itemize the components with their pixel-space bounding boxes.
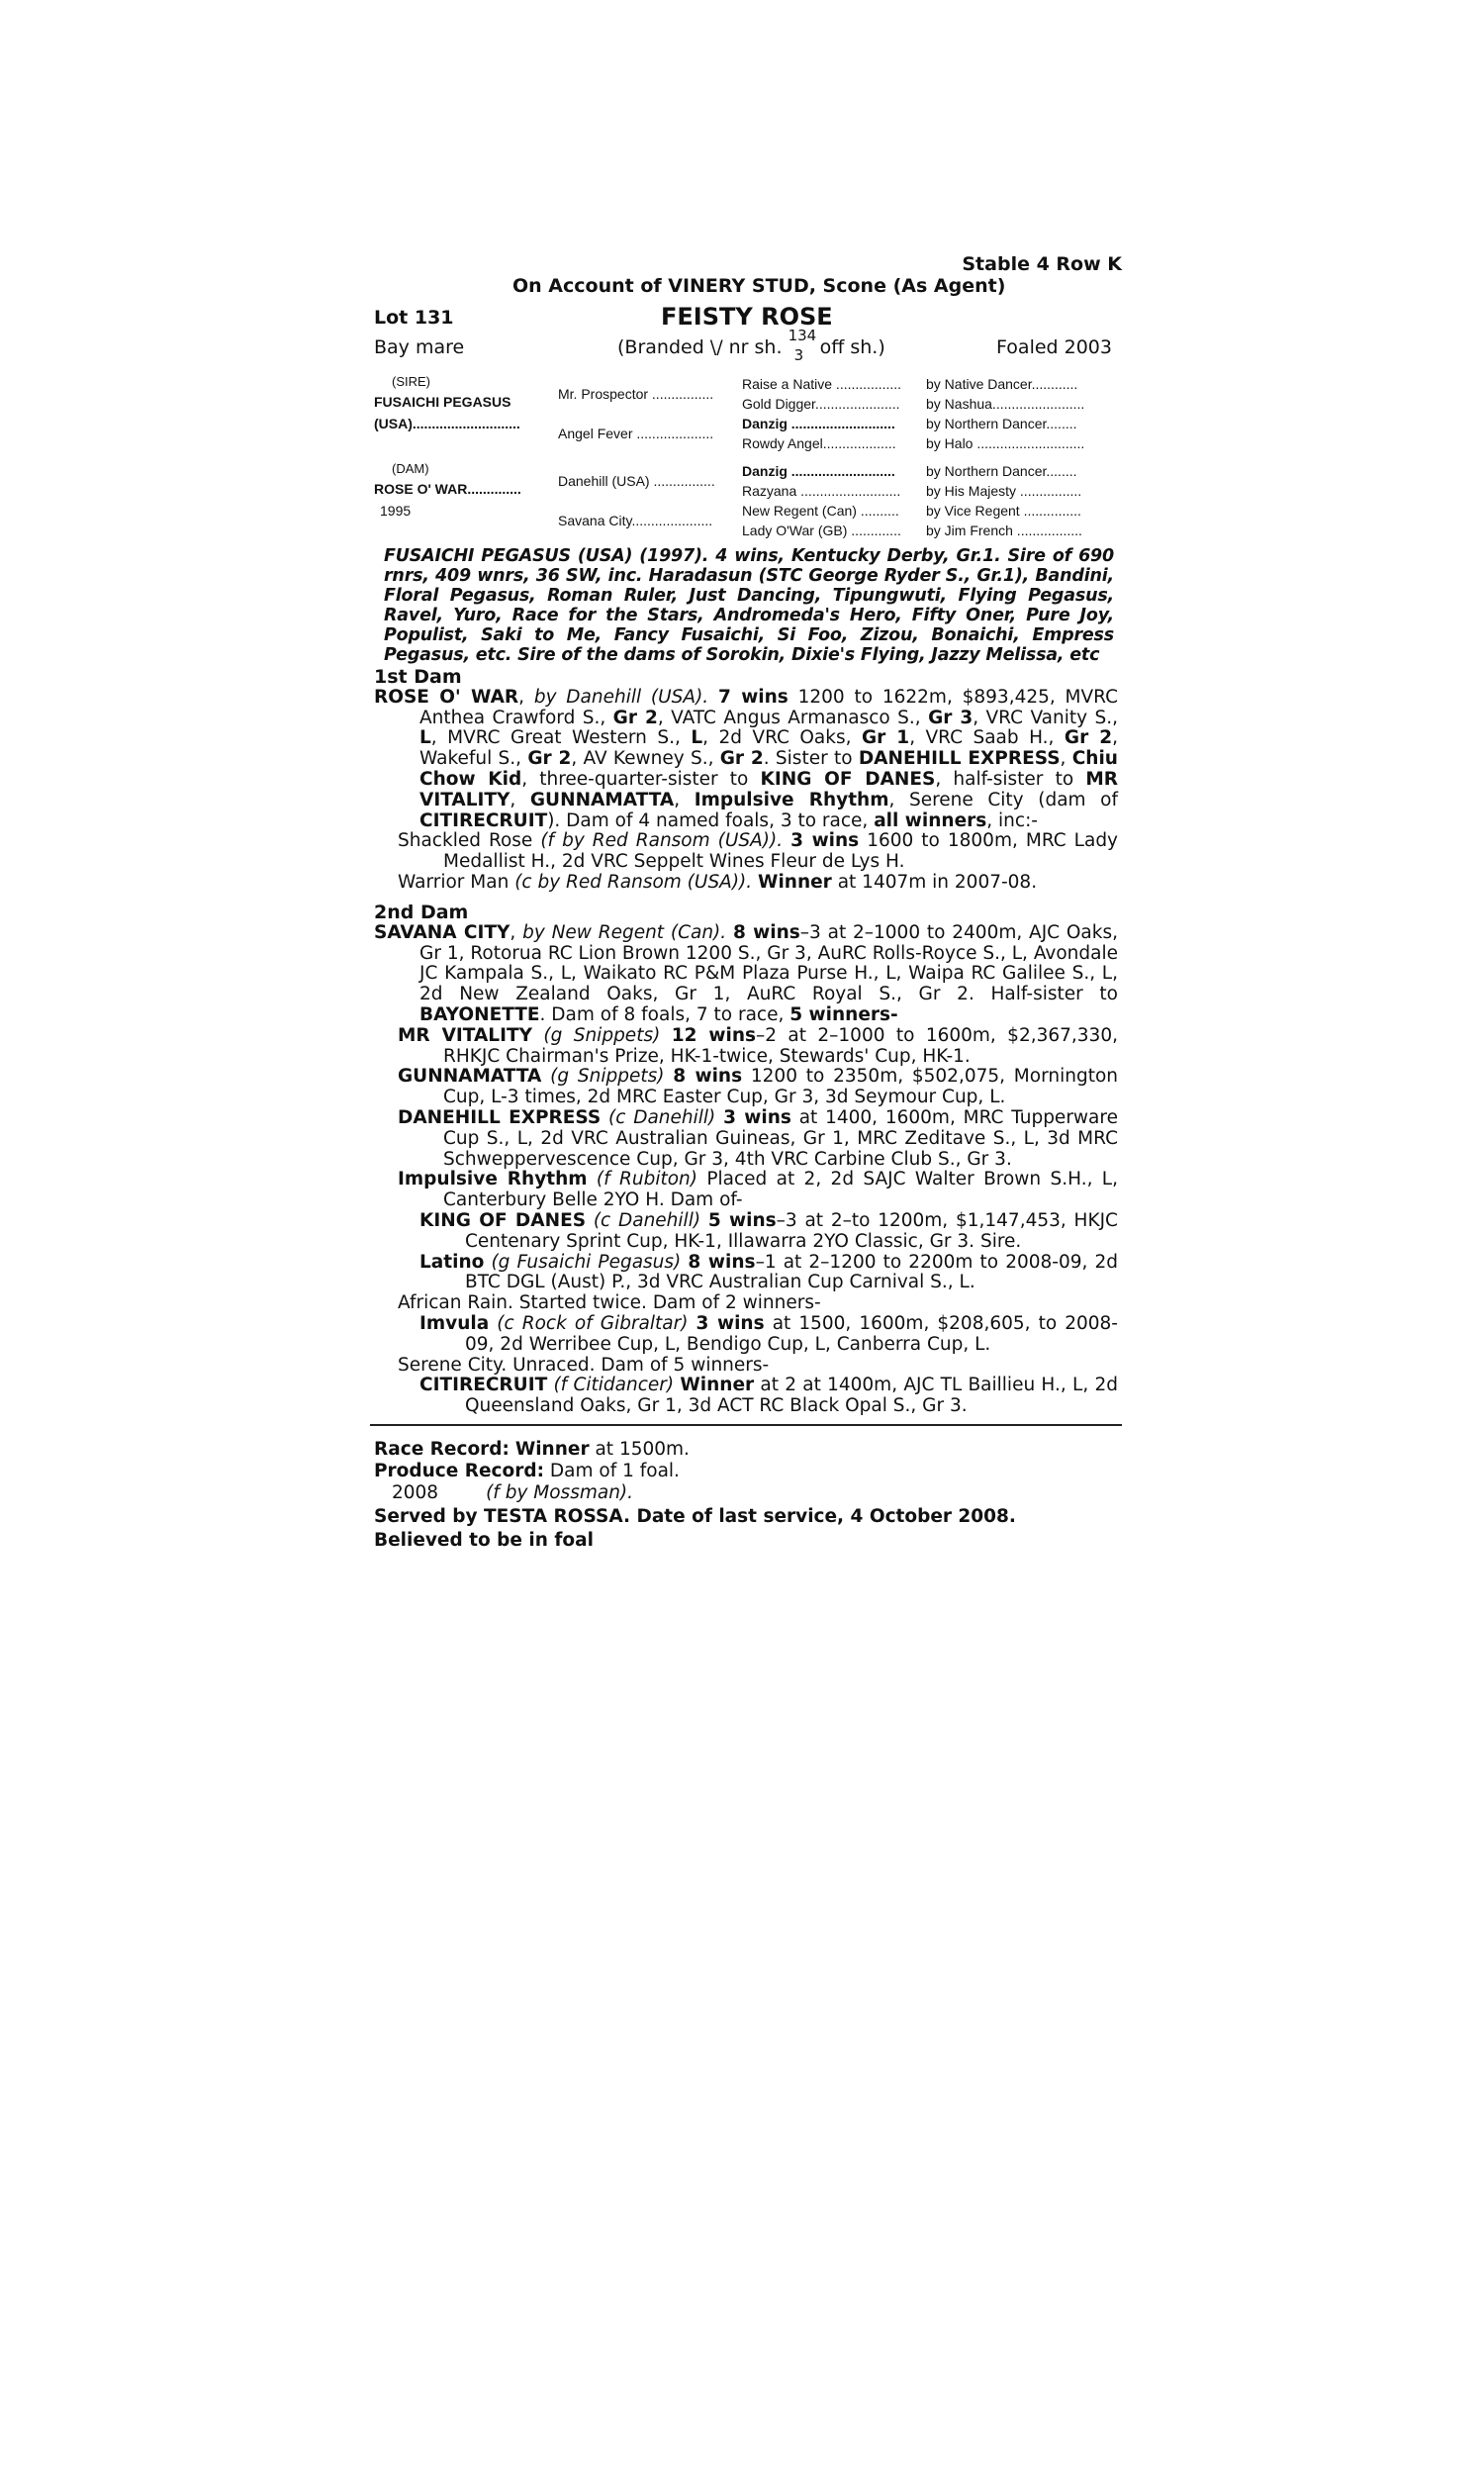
service-note: Served by TESTA ROSSA. Date of last service, 4 October 2008. [374, 1506, 1016, 1527]
progeny-entry: DANEHILL EXPRESS (c Danehill) 3 wins at 1400, 1600m, MRC Tupperware Cup S., L, 2d VRC Australian Guineas, Gr 1, MRC Zeditave S., L, 3d MRC Schweppervescence Cup, Gr 3, 4th VRC Carbine Club S., Gr 3. [398, 1106, 1118, 1170]
produce-record: Produce Record: Dam of 1 foal. [374, 1461, 680, 1481]
brand-number-top: 134 [788, 327, 817, 344]
brand-number [788, 327, 817, 364]
progeny-entry: Warrior Man (c by Red Ransom (USA)). Winner at 1407m in 2007-08. [398, 871, 1038, 893]
pedigree-g3-6: Razyana .......................... [742, 483, 901, 499]
pedigree-g4-1: by Native Dancer............ [926, 376, 1078, 392]
pedigree-g2-2: Angel Fever .................... [558, 426, 714, 441]
progeny-entry: Serene City. Unraced. Dam of 5 winners- [398, 1354, 770, 1376]
pedigree-g3-1: Raise a Native ................. [742, 376, 902, 392]
pedigree-g3-8: Lady O'War (GB) ............. [742, 523, 901, 538]
pedigree-g4-5: by Northern Dancer........ [926, 463, 1077, 479]
brand-suffix: off sh.) [819, 336, 885, 358]
second-dam-section [374, 903, 1118, 1417]
second-dam-entry: SAVANA CITY, by New Regent (Can). 8 wins–3 at 2–1000 to 2400m, AJC Oaks, Gr 1, Rotorua RC Lion Brown 1200 S., Gr 3, AuRC Rolls-Royce S., L, Avondale JC Kampala S., L, Waikato RC P&M Plaza Purse H., L, Waipa RC Galilee S., L, 2d New Zealand Oaks, Gr 1, AuRC Royal S., Gr 2. Half-sister to BAYONETTE. Dam of 8 foals, 7 to race, 5 winners- [374, 921, 1118, 1025]
lot-number: Lot 131 [374, 307, 454, 329]
progeny-entry: KING OF DANES (c Danehill) 5 wins–3 at 2–to 1200m, $1,147,453, HKJC Centenary Sprint Cup, HK-1, Illawarra 2YO Classic, Gr 3. Sire. [419, 1209, 1118, 1252]
progeny-entry: GUNNAMATTA (g Snippets) 8 wins 1200 to 2350m, $502,075, Mornington Cup, L-3 times, 2d MRC Easter Cup, Gr 3, 3d Seymour Cup, L. [398, 1066, 1118, 1108]
sire-name: FUSAICHI PEGASUS [374, 394, 511, 410]
dam-name: ROSE O' WAR.............. [374, 481, 521, 497]
pedigree-g3-3: Danzig ........................... [742, 416, 895, 431]
pedigree-g4-6: by His Majesty ................ [926, 483, 1082, 499]
pedigree-g4-3: by Northern Dancer........ [926, 416, 1077, 431]
pedigree-g2-3: Danehill (USA) ................ [558, 473, 715, 489]
pedigree-g3-5: Danzig ........................... [742, 463, 895, 479]
produce-entry: 2008 (f by Mossman). [392, 1482, 634, 1503]
foaled-year: Foaled 2003 [996, 336, 1112, 358]
pedigree-g2-4: Savana City..................... [558, 513, 713, 528]
pedigree-g4-4: by Halo ............................ [926, 435, 1085, 451]
second-dam-heading: 2nd Dam [374, 902, 469, 923]
progeny-entry: Imvula (c Rock of Gibraltar) 3 wins at 1500, 1600m, $208,605, to 2008-09, 2d Werribee Cup, L, Bendigo Cup, L, Canberra Cup, L. [419, 1312, 1118, 1355]
sire-country: (USA)............................ [374, 416, 520, 431]
progeny-entry: Shackled Rose (f by Red Ransom (USA)). 3 wins 1600 to 1800m, MRC Lady Medallist H., 2d VRC Seppelt Wines Fleur de Lys H. [398, 830, 1119, 873]
first-dam-entry: ROSE O' WAR, by Danehill (USA). 7 wins 1200 to 1622m, $893,425, MVRC Anthea Crawford S., Gr 2, VATC Angus Armanasco S., Gr 3, VRC Vanity S., L, MVRC Great Western S., L, 2d VRC Oaks, Gr 1, VRC Saab H., Gr 2, Wakeful S., Gr 2, AV Kewney S., Gr 2. Sister to DANEHILL EXPRESS, Chiu Chow Kid, three-quarter-sister to KING OF DANES, half-sister to MR VITALITY, GUNNAMATTA, Impulsive Rhythm, Serene City (dam of CITIRECRUIT). Dam of 4 named foals, 3 to race, all winners, inc:- [374, 686, 1119, 831]
pedigree-g3-4: Rowdy Angel................... [742, 435, 896, 451]
pedigree-g4-2: by Nashua........................ [926, 396, 1085, 412]
progeny-entry: CITIRECRUIT (f Citidancer) Winner at 2 at 1400m, AJC TL Baillieu H., L, 2d Queensland Oaks, Gr 1, 3d ACT RC Black Opal S., Gr 3. [419, 1375, 1118, 1417]
progeny-entry: Latino (g Fusaichi Pegasus) 8 wins–1 at 2–1200 to 2200m to 2008-09, 2d BTC DGL (Aust) P., 3d VRC Australian Cup Carnival S., L. [419, 1251, 1118, 1293]
dam-tag: (DAM) [392, 461, 429, 476]
race-record: Race Record: Winner at 1500m. [374, 1439, 690, 1460]
first-dam-section [374, 667, 1118, 894]
pedigree-g4-8: by Jim French ................. [926, 523, 1082, 538]
progeny-entry: MR VITALITY (g Snippets) 12 wins–2 at 2–1000 to 1600m, $2,367,330, RHKJC Chairman's Prize, HK-1-twice, Stewards' Cup, HK-1. [398, 1024, 1118, 1067]
pedigree-g4-7: by Vice Regent ............... [926, 503, 1081, 519]
horse-name: FEISTY ROSE [661, 303, 833, 331]
pedigree-g3-7: New Regent (Can) .......... [742, 503, 899, 519]
sire-tag: (SIRE) [392, 374, 430, 389]
pedigree-g2-1: Mr. Prospector ................ [558, 386, 714, 402]
progeny-entry: Impulsive Rhythm (f Rubiton) Placed at 2, 2d SAJC Walter Brown S.H., L, Canterbury Belle 2YO H. Dam of- [398, 1169, 1118, 1211]
section-divider [370, 1424, 1122, 1426]
brand-number-bottom: 3 [793, 346, 804, 364]
sire-summary: FUSAICHI PEGASUS (USA) (1997). 4 wins, Kentucky Derby, Gr.1. Sire of 690 rnrs, 409 wnrs, 36 SW, inc. Haradasun (STC George Ryder S., Gr.1), Bandini, Floral Pegasus, Roman Ruler, Just Dancing, Tipungwuti, Flying Pegasus, Ravel, Yuro, Race for the Stars, Andromeda's Hero, Fifty Oner, Pure Joy, Populist, Saki to Me, Fancy Fusaichi, Si Foo, Zizou, Bonaichi, Empress Pegasus, etc. Sire of the dams of Sorokin, Dixie's Flying, Jazzy Melissa, etc [384, 546, 1114, 665]
progeny-entry: African Rain. Started twice. Dam of 2 winners- [398, 1292, 821, 1314]
horse-sex-colour: Bay mare [374, 336, 465, 358]
in-foal-note: Believed to be in foal [374, 1530, 594, 1551]
first-dam-heading: 1st Dam [374, 666, 462, 688]
stable-location: Stable 4 Row K [962, 253, 1122, 275]
dam-year: 1995 [380, 503, 412, 519]
pedigree-g3-2: Gold Digger...................... [742, 396, 900, 412]
vendor-account: On Account of VINERY STUD, Scone (As Agent) [512, 275, 1006, 297]
brand-prefix: (Branded \/ nr sh. [617, 336, 783, 358]
brand-description [617, 327, 885, 364]
